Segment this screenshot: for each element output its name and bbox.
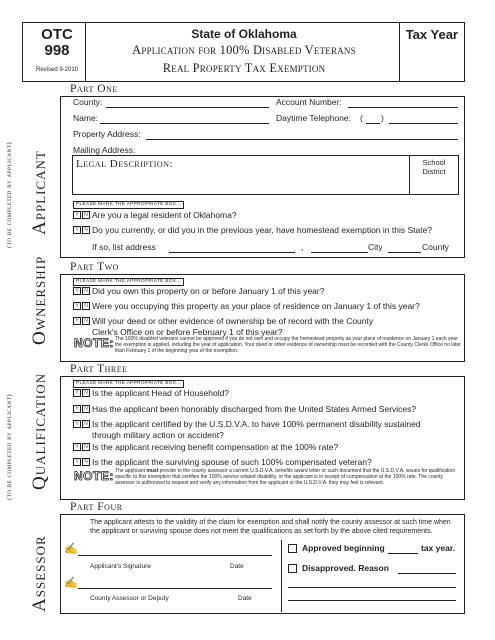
tax-year-label: Tax Year bbox=[405, 27, 458, 42]
surviving-spouse-yes-no[interactable] bbox=[73, 458, 90, 466]
account-number-field[interactable] bbox=[348, 107, 458, 108]
yes-box[interactable]: Y bbox=[73, 226, 81, 234]
question-compensation: Is the applicant receiving benefit compensation at the 100% rate? bbox=[92, 442, 339, 452]
deed-record-yes-no[interactable] bbox=[73, 317, 90, 325]
disapproved-reason-field[interactable] bbox=[398, 573, 456, 574]
question-surviving-spouse: Is the applicant the surviving spouse of such 100% compensated veteran? bbox=[92, 457, 372, 467]
yes-box[interactable]: Y bbox=[73, 211, 81, 219]
phone-paren-open: ( bbox=[360, 113, 363, 123]
area-code-field[interactable] bbox=[366, 123, 380, 124]
honorable-discharge-yes-no[interactable] bbox=[73, 405, 90, 413]
homestead-yes-no[interactable] bbox=[73, 226, 90, 234]
part-four-divider bbox=[281, 540, 282, 612]
qualification-side-label: Qualification bbox=[29, 373, 50, 490]
certified-disability-yes-no[interactable] bbox=[73, 420, 90, 428]
question-head-household: Is the applicant Head of Household? bbox=[92, 388, 230, 398]
reason-line-3[interactable] bbox=[288, 600, 456, 601]
no-box[interactable]: N bbox=[82, 389, 90, 397]
phone-paren-close: ) bbox=[381, 113, 384, 123]
yes-box[interactable]: Y bbox=[73, 317, 81, 325]
applicant-signature-line[interactable] bbox=[78, 555, 272, 556]
question-occupying: Were you occupying this property as your place of residence on January 1 of this year? bbox=[92, 301, 420, 311]
ownership-side-label: Ownership bbox=[29, 255, 50, 345]
no-box[interactable]: N bbox=[82, 226, 90, 234]
yes-box[interactable]: Y bbox=[73, 420, 81, 428]
yes-box[interactable]: Y bbox=[73, 405, 81, 413]
occupying-yes-no[interactable] bbox=[73, 302, 90, 310]
note-heading: NOTE: bbox=[74, 469, 114, 483]
account-number-label: Account Number: bbox=[276, 97, 342, 107]
approved-year-field[interactable] bbox=[388, 553, 418, 554]
homestead-county-field[interactable] bbox=[388, 252, 421, 253]
tax-year-suffix: tax year. bbox=[421, 543, 456, 553]
form-number bbox=[31, 27, 83, 59]
part-four-label: Part Four bbox=[66, 501, 127, 513]
date-label: Date bbox=[238, 595, 252, 602]
note-text-bold: must bbox=[146, 468, 159, 474]
pen-icon: ✍ bbox=[64, 577, 78, 589]
yes-box[interactable]: Y bbox=[73, 302, 81, 310]
head-household-yes-no[interactable] bbox=[73, 389, 90, 397]
pen-icon: ✍ bbox=[64, 543, 78, 555]
city-label: City bbox=[368, 242, 383, 252]
revised-date: Revised 9-2010 bbox=[35, 67, 79, 73]
completed-by-applicant-label: (to be completed by applicant) bbox=[6, 393, 13, 500]
daytime-telephone-label: Daytime Telephone: bbox=[276, 113, 351, 123]
compensation-yes-no[interactable] bbox=[73, 443, 90, 451]
assessor-signature-label: County Assessor or Deputy bbox=[90, 595, 169, 602]
no-box[interactable]: N bbox=[82, 405, 90, 413]
date-label: Date bbox=[230, 563, 244, 570]
applicant-side-label: Applicant bbox=[29, 150, 50, 235]
question-homestead: Do you currently, or did you in the previous year, have homestead exemption in this State? bbox=[92, 225, 433, 235]
completed-by-applicant-label: (to be completed by applicant) bbox=[6, 141, 13, 248]
homestead-city-field[interactable] bbox=[311, 252, 368, 253]
no-box[interactable]: N bbox=[82, 443, 90, 451]
attestation-text: The applicant attests to the validity of the claim for exemption and shall notify the county assessor at such time when the applicant or surviving spouse does not meet the qualifications as set forth by the above cited requirements. bbox=[90, 519, 451, 535]
yes-box[interactable]: Y bbox=[73, 389, 81, 397]
question-legal-resident: Are you a legal resident of Oklahoma? bbox=[92, 210, 237, 220]
mailing-address-label: Mailing Address: bbox=[73, 145, 136, 155]
question-certified-disability: Is the applicant certified by the U.S.D.V.A. to have 100% permanent disability sustained through military action or accident? bbox=[92, 419, 421, 440]
approved-beginning-label: Approved beginning bbox=[302, 543, 385, 553]
yes-box[interactable]: Y bbox=[73, 443, 81, 451]
county-label: County: bbox=[73, 97, 103, 107]
approved-checkbox[interactable] bbox=[288, 544, 297, 553]
mark-box-instruction: PLEASE MARK THE APPROPRIATE BOX... bbox=[73, 380, 184, 388]
form-number-line1: OTC bbox=[41, 26, 73, 43]
question-honorable-discharge: Has the applicant been honorably discharged from the United States Armed Services? bbox=[92, 404, 417, 414]
name-field[interactable] bbox=[100, 123, 269, 124]
yes-box[interactable]: Y bbox=[73, 458, 81, 466]
property-address-label: Property Address: bbox=[73, 129, 141, 139]
ownership-note: The 100% disabled veterans cannot be approved if you do not own and occupy the homestead property as your place of residence on January 1 each year the exemption is applied, including the year of application. Your deed or other evidence of ownership must be recorded with the County Clerks Office no later than February 1 of the beginning year of the exemption. bbox=[115, 336, 461, 355]
resident-yes-no[interactable] bbox=[73, 211, 90, 219]
no-box[interactable]: N bbox=[82, 287, 90, 295]
mark-box-instruction: PLEASE MARK THE APPROPRIATE BOX... bbox=[73, 278, 184, 286]
part-one-label: Part One bbox=[66, 83, 122, 95]
school-district-label: School District bbox=[422, 158, 446, 176]
header-divider bbox=[85, 23, 86, 81]
phone-number-field[interactable] bbox=[389, 123, 458, 124]
county-suffix-label: County bbox=[422, 242, 449, 252]
legal-description-label: Legal Description: bbox=[76, 158, 174, 170]
note-heading: NOTE: bbox=[74, 336, 114, 350]
part-two-label: Part Two bbox=[66, 261, 123, 273]
applicant-signature-label: Applicant's Signature bbox=[90, 563, 151, 570]
state-name: State of Oklahoma bbox=[191, 27, 297, 41]
if-so-label: If so, list address bbox=[92, 242, 156, 252]
qualification-note bbox=[115, 468, 461, 487]
county-field[interactable] bbox=[106, 107, 269, 108]
disapproved-reason-label: Disapproved. Reason bbox=[302, 563, 389, 573]
question-own-property: Did you own this property on or before January 1 of this year? bbox=[92, 286, 325, 296]
note-text-post: provide to the county assessor a current U.S.D.V.A. benefits award letter or such document that the U.S.D.V.A. issues for qualification specific to this exemption that certifies the 100% service related disability, or the applicant is in receipt of compensation at the 100% rate. The county assessor is authorized to request and verify any information from the applicant or the U.S.D.V.A. they may feel is relevant. bbox=[115, 468, 456, 487]
form-title-line1: Application for 100% Disabled Veterans bbox=[132, 43, 356, 57]
header-divider bbox=[399, 23, 400, 81]
property-address-field[interactable] bbox=[146, 139, 458, 140]
form-title-line2: Real Property Tax Exemption bbox=[162, 61, 326, 75]
assessor-side-label: Assessor bbox=[29, 535, 50, 612]
name-label: Name: bbox=[73, 113, 99, 123]
part-three-label: Part Three bbox=[66, 363, 132, 375]
no-box[interactable]: N bbox=[82, 302, 90, 310]
reason-line-2[interactable] bbox=[288, 587, 456, 588]
form-header bbox=[22, 22, 465, 82]
yes-box[interactable]: Y bbox=[73, 287, 81, 295]
no-box[interactable]: N bbox=[82, 317, 90, 325]
legal-box-divider bbox=[409, 156, 410, 194]
address-comma: , bbox=[301, 242, 304, 252]
mark-box-instruction: PLEASE MARK THE APPROPRIATE BOX... bbox=[73, 201, 184, 209]
note-text-pre: The applicant bbox=[115, 468, 147, 474]
form-number-line2: 998 bbox=[44, 42, 70, 59]
own-property-yes-no[interactable] bbox=[73, 287, 90, 295]
no-box[interactable]: N bbox=[82, 458, 90, 466]
question-deed-record: Will your deed or other evidence of ownership be of record with the County Clerk's Office on or before February 1 of this year? bbox=[92, 316, 374, 337]
homestead-address-field[interactable] bbox=[169, 252, 295, 253]
no-box[interactable]: N bbox=[82, 211, 90, 219]
assessor-signature-line[interactable] bbox=[78, 588, 272, 589]
disapproved-checkbox[interactable] bbox=[288, 564, 297, 573]
no-box[interactable]: N bbox=[82, 420, 90, 428]
